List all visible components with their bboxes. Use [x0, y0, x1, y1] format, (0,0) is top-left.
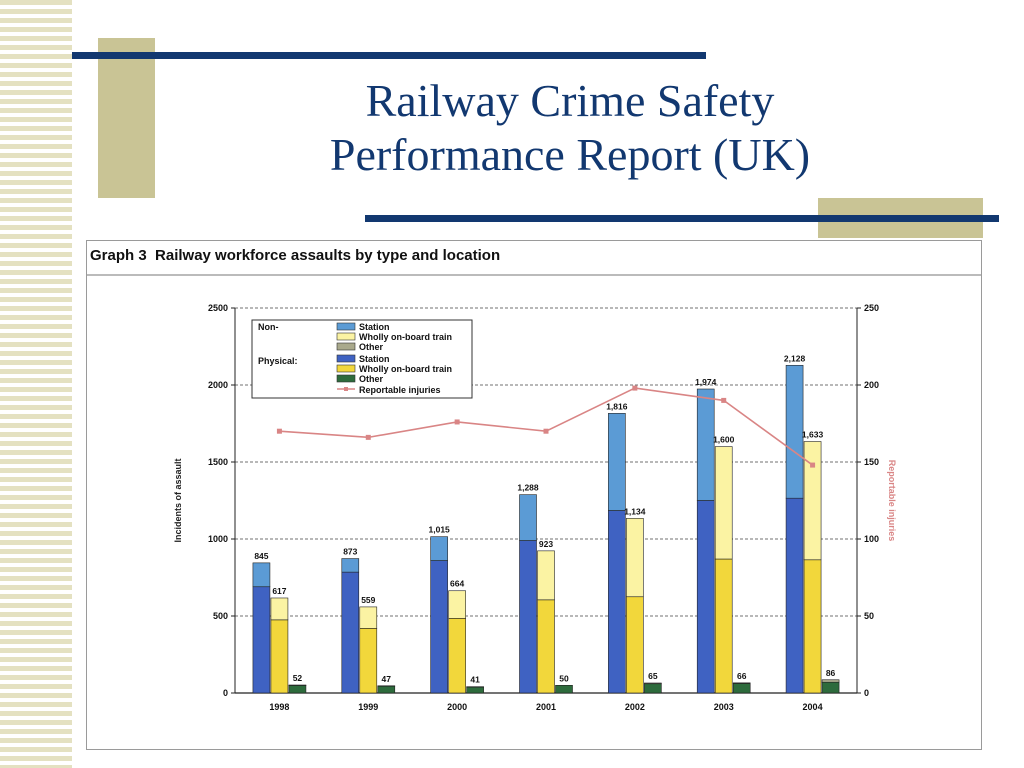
bar-other-nonphysical: [289, 685, 306, 686]
bar-other-physical: [289, 685, 306, 693]
y-tick-label: 2000: [207, 380, 228, 390]
assault-chart: [87, 241, 981, 749]
y2-tick-label: 50: [864, 611, 875, 621]
data-label-other: 50: [559, 673, 569, 684]
bar-other-physical: [733, 683, 750, 693]
injuries-point: [721, 398, 726, 403]
y2-tick-label: 250: [864, 303, 880, 313]
legend-label-injuries: Reportable injuries: [359, 385, 441, 395]
data-label-other: 65: [648, 670, 658, 681]
bar-train-nonphysical: [360, 607, 377, 628]
bar-station-physical: [253, 587, 270, 693]
bar-train-physical: [271, 620, 288, 693]
bar-other-nonphysical: [822, 680, 839, 682]
bar-station-physical: [786, 498, 803, 693]
bar-other-physical: [644, 684, 661, 693]
data-label-train: 1,134: [624, 506, 646, 517]
bar-station-physical: [520, 541, 537, 693]
data-label-station: 2,128: [783, 353, 806, 364]
bar-other-physical: [822, 682, 839, 693]
legend-label-nonphys-train: Wholly on-board train: [359, 332, 452, 342]
legend-swatch-injuries-marker: [344, 387, 348, 391]
legend-label-phys-train: Wholly on-board train: [359, 364, 452, 374]
y-axis-label: Incidents of assault: [173, 458, 183, 543]
legend-swatch-nonphys-station: [337, 323, 355, 330]
injuries-point: [632, 386, 637, 391]
slide-title-line-2: Performance Report (UK): [329, 129, 811, 180]
data-label-train: 617: [272, 585, 287, 596]
y-tick-label: 2500: [207, 303, 228, 313]
bar-station-physical: [431, 561, 448, 693]
bar-other-nonphysical: [378, 686, 395, 687]
data-label-station: 1,816: [606, 401, 628, 412]
injuries-point: [544, 429, 549, 434]
injuries-point: [277, 429, 282, 434]
slide-title: [210, 74, 930, 182]
x-tick-label: 2003: [713, 702, 734, 712]
bar-train-physical: [538, 600, 555, 693]
data-label-station: 845: [254, 550, 269, 561]
bar-station-nonphysical: [431, 537, 448, 561]
data-label-train: 559: [361, 594, 376, 605]
bar-train-physical: [715, 559, 732, 693]
bar-other-nonphysical: [644, 683, 661, 684]
data-label-other: 41: [470, 674, 480, 685]
data-label-other: 86: [825, 667, 836, 678]
legend-swatch-nonphys-other: [337, 343, 355, 350]
bar-other-physical: [378, 686, 395, 693]
bar-station-nonphysical: [342, 559, 359, 573]
y-tick-label: 0: [222, 688, 228, 698]
slide-title-line-1: Railway Crime Safety: [365, 75, 775, 126]
data-label-station: 1,288: [517, 482, 539, 493]
y2-tick-label: 200: [864, 380, 880, 390]
legend-swatch-phys-station: [337, 355, 355, 362]
decorative-stripe: [0, 0, 72, 768]
bar-train-nonphysical: [804, 442, 821, 560]
injuries-point: [810, 463, 815, 468]
legend-label-nonphys-station: Station: [359, 322, 390, 332]
legend-label-nonphys-other: Other: [359, 342, 384, 352]
data-label-station: 1,974: [695, 377, 717, 388]
title-rule-top: [72, 52, 706, 59]
injuries-point: [366, 435, 371, 440]
y2-axis-label: Reportable injuries: [887, 459, 897, 542]
bar-train-nonphysical: [715, 447, 732, 559]
x-tick-label: 2002: [624, 702, 645, 712]
legend-group-nonphysical: Non-: [258, 322, 279, 332]
data-label-other: 66: [736, 670, 747, 681]
injuries-point: [455, 419, 460, 424]
x-tick-label: 2004: [802, 702, 823, 712]
data-label-train: 1,633: [801, 429, 824, 440]
x-tick-label: 1998: [269, 702, 290, 712]
bar-train-physical: [626, 597, 643, 693]
data-label-other: 47: [381, 673, 392, 684]
bar-station-nonphysical: [697, 389, 714, 500]
legend-label-phys-station: Station: [359, 354, 390, 364]
legend-label-phys-other: Other: [359, 374, 384, 384]
bar-other-physical: [467, 687, 484, 693]
bar-station-physical: [342, 572, 359, 693]
y2-tick-label: 0: [864, 688, 870, 698]
data-label-train: 664: [450, 578, 465, 589]
bar-train-physical: [804, 560, 821, 693]
legend-swatch-nonphys-train: [337, 333, 355, 340]
legend: [252, 320, 472, 398]
legend-swatch-phys-other: [337, 375, 355, 382]
bar-train-nonphysical: [626, 518, 643, 596]
y-tick-label: 500: [212, 611, 228, 621]
bar-train-nonphysical: [271, 598, 288, 620]
bar-station-physical: [608, 511, 625, 693]
x-tick-label: 2001: [535, 702, 557, 712]
bar-station-nonphysical: [520, 495, 537, 541]
bar-station-physical: [697, 501, 714, 694]
data-label-train: 923: [538, 538, 554, 549]
legend-swatch-phys-train: [337, 365, 355, 372]
bar-train-nonphysical: [449, 591, 466, 619]
data-label-station: 873: [343, 546, 358, 557]
data-label-other: 52: [292, 672, 303, 683]
bar-other-physical: [556, 685, 573, 693]
y-tick-label: 1500: [207, 457, 228, 467]
injuries-line: [279, 388, 812, 465]
bar-station-nonphysical: [253, 563, 270, 587]
bar-station-nonphysical: [786, 365, 803, 498]
data-label-station: 1,015: [428, 524, 450, 535]
y-tick-label: 1000: [207, 534, 228, 544]
title-rule-bottom: [365, 215, 999, 222]
bar-train-physical: [449, 618, 466, 693]
bar-other-nonphysical: [467, 687, 484, 688]
legend-group-physical: Physical:: [258, 356, 298, 366]
y2-tick-label: 100: [864, 534, 880, 544]
bar-train-physical: [360, 628, 377, 693]
x-tick-label: 1999: [358, 702, 379, 712]
bar-station-nonphysical: [608, 413, 625, 510]
x-tick-label: 2000: [447, 702, 468, 712]
bar-other-nonphysical: [733, 683, 750, 684]
chart-panel: [86, 240, 982, 750]
chart-title: Graph 3 Railway workforce assaults by type and location: [90, 247, 501, 264]
accent-block-left: [98, 38, 155, 198]
data-label-train: 1,600: [713, 434, 735, 445]
bar-train-nonphysical: [538, 551, 555, 600]
y2-tick-label: 150: [864, 457, 880, 467]
